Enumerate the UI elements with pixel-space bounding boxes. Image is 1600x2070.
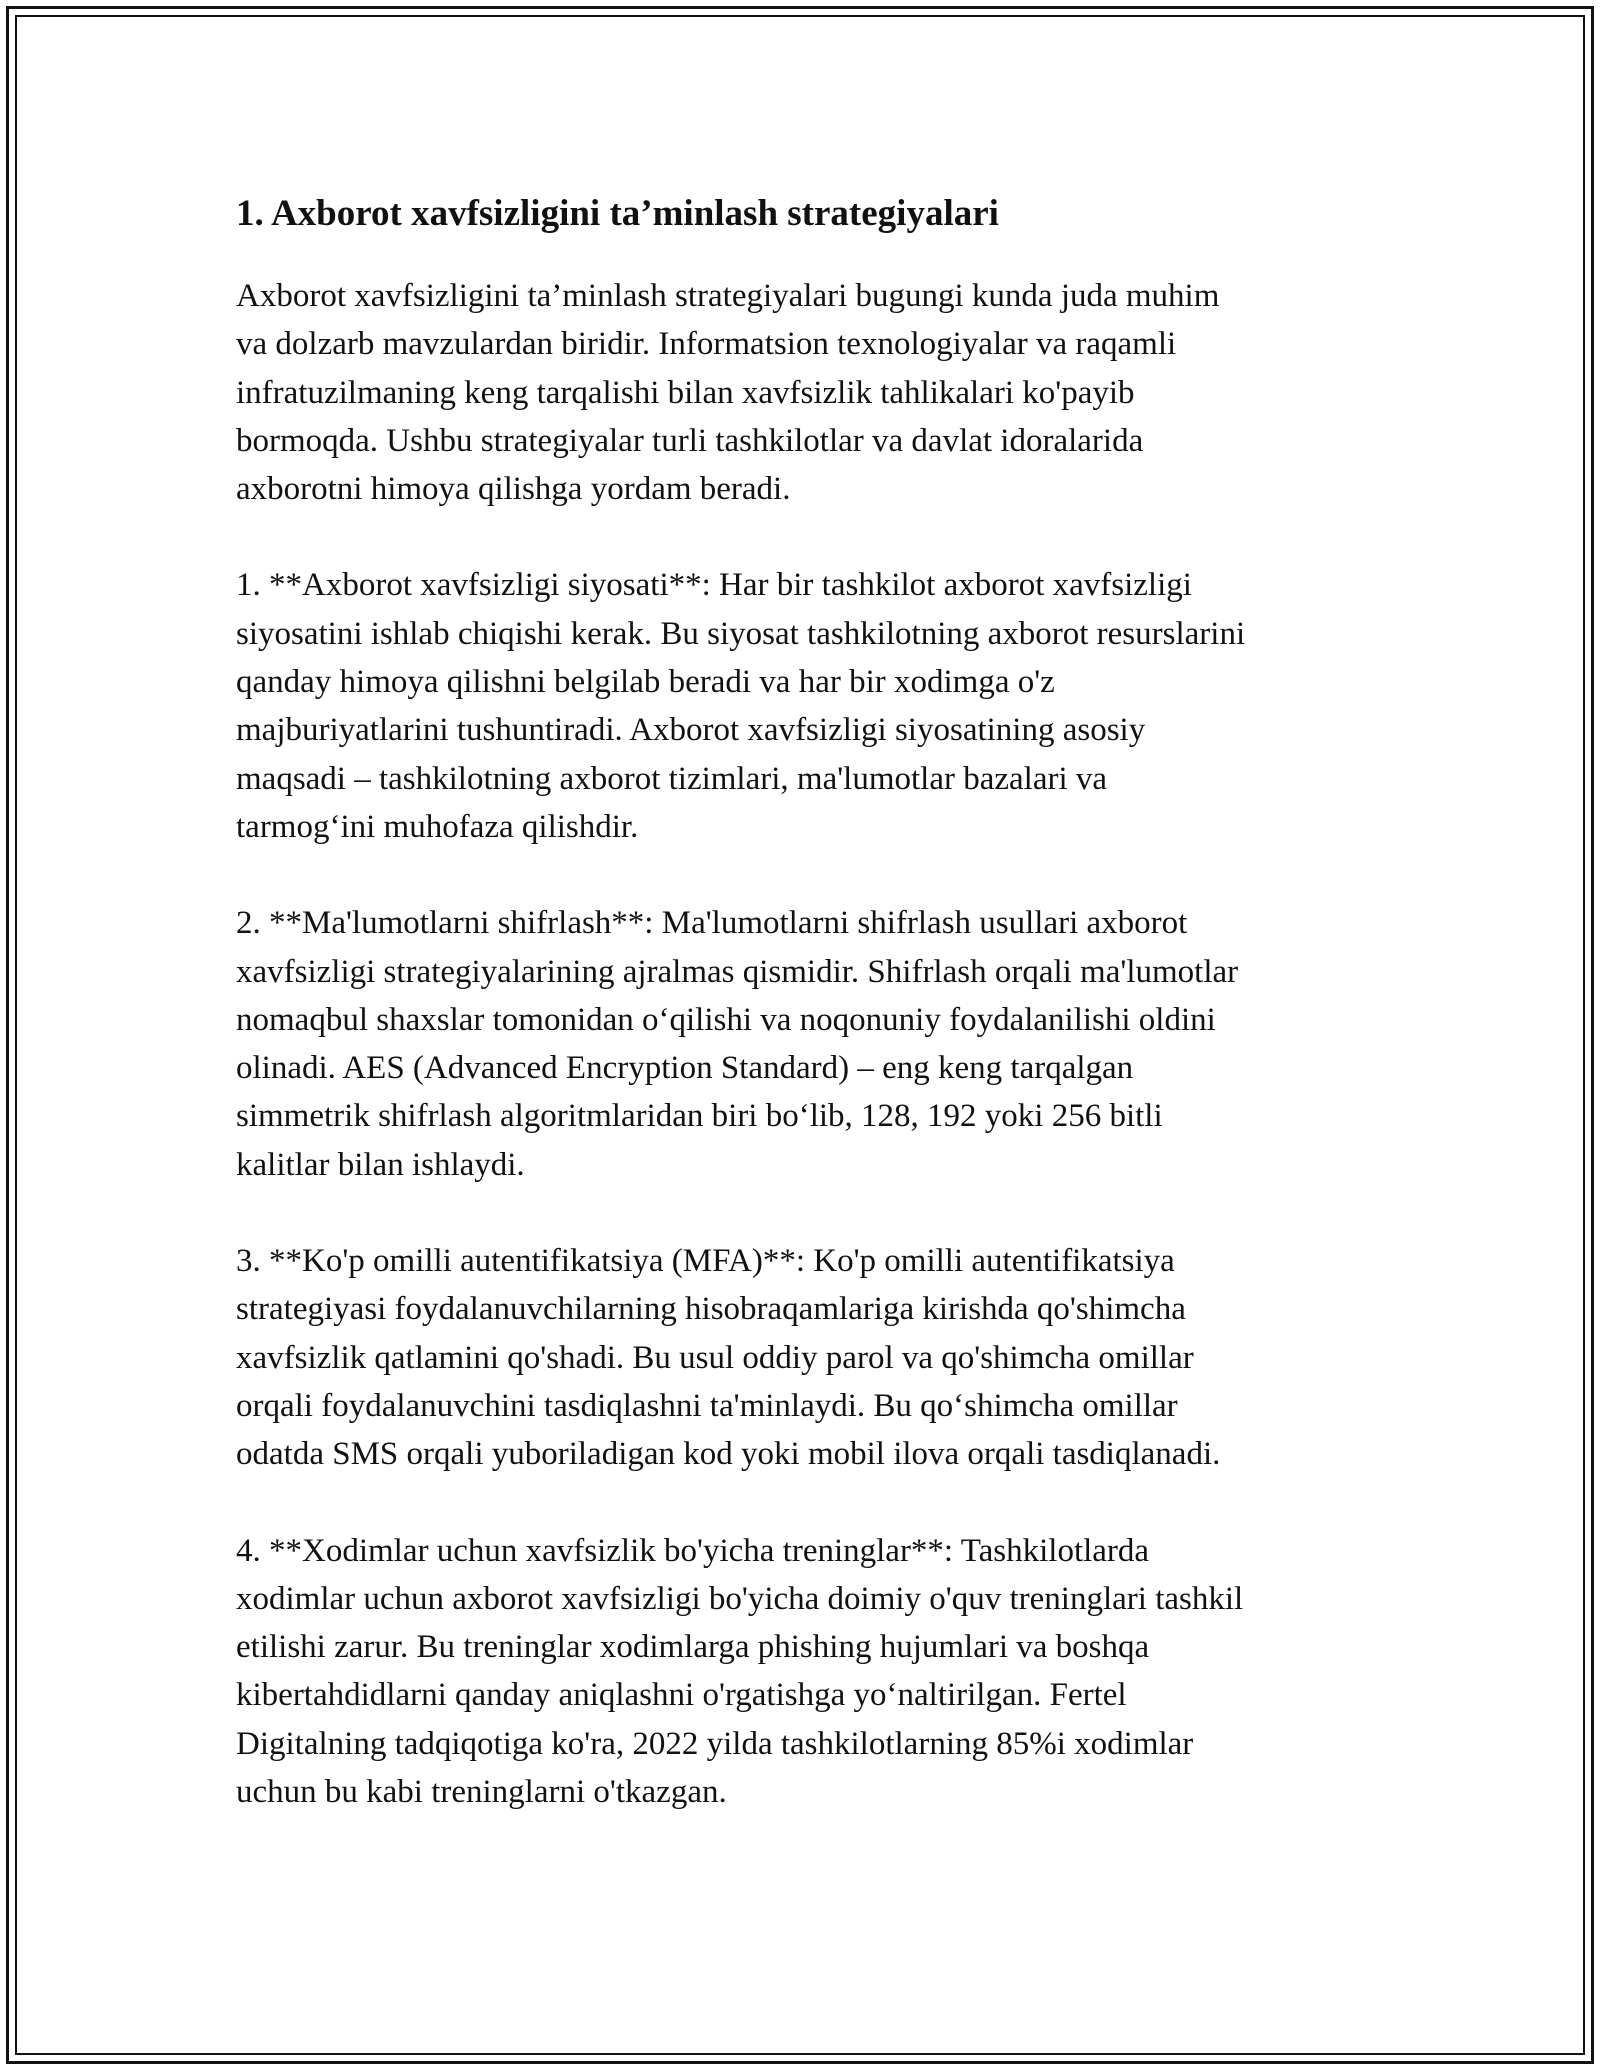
paragraph-multi-factor-auth: 3. **Ko'p omilli autentifikatsiya (MFA)**: Ko'p omilli autentifikatsiya strategiyasi foydalanuvchilarning hisobraqamlariga kirishda qo'shimcha xavfsizlik qatlamini qo'shadi. Bu usul oddiy parol va qo'shimcha omillar orqali foydalanuvchini tasdiqlashni ta'minlaydi. Bu qo‘shimcha omillar odatda SMS orqali yuboriladigan kod yoki mobil ilova orqali tasdiqlanadi. (236, 1243, 1221, 1473)
document-body (236, 186, 1376, 1816)
document-title: 1. Axborot xavfsizligini ta’minlash strategiyalari (236, 193, 999, 234)
paragraph-staff-training: 4. **Xodimlar uchun xavfsizlik bo'yicha treninglar**: Tashkilotlarda xodimlar uchun axborot xavfsizligi bo'yicha doimiy o'quv treninglari tashkil etilishi zarur. Bu treninglar xodimlarga phishing hujumlari va boshqa kibertahdidlarni qanday aniqlashni o'rgatishga yo‘naltirilgan. Fertel Digitalning tadqiqotiga ko'ra, 2022 yilda tashkilotlarning 85%i xodimlar uchun bu kabi treninglarni o'tkazgan. (236, 1532, 1244, 1811)
paragraph-data-encryption: 2. **Ma'lumotlarni shifrlash**: Ma'lumotlarni shifrlash usullari axborot xavfsizligi strategiyalarining ajralmas qismidir. Shifrlash orqali ma'lumotlar nomaqbul shaxslar tomonidan o‘qilishi va noqonuniy foydalanilishi oldini olinadi. AES (Advanced Encryption Standard) – eng keng tarqalgan simmetrik shifrlash algoritmlaridan biri bo‘lib, 128, 192 yoki 256 bitli kalitlar bilan ishlaydi. (236, 905, 1239, 1183)
paragraph-security-policy: 1. **Axborot xavfsizligi siyosati**: Har bir tashkilot axborot xavfsizligi siyosatini ishlab chiqishi kerak. Bu siyosat tashkilotning axborot resurslarini qanday himoya qilishni belgilab beradi va har bir xodimga o'z majburiyatlarini tushuntiradi. Axborot xavfsizligi siyosatining asosiy maqsadi – tashkilotning axborot tizimlari, ma'lumotlar bazalari va tarmog‘ini muhofaza qilishdir. (236, 567, 1246, 845)
intro-paragraph: Axborot xavfsizligini ta’minlash strategiyalari bugungi kunda juda muhim va dolzarb mavzulardan biridir. Informatsion texnologiyalar va raqamli infratuzilmaning keng tarqalishi bilan xavfsizlik tahlikalari ko'payib bormoqda. Ushbu strategiyalar turli tashkilotlar va davlat idoralarida axborotni himoya qilishga yordam beradi. (236, 278, 1220, 508)
